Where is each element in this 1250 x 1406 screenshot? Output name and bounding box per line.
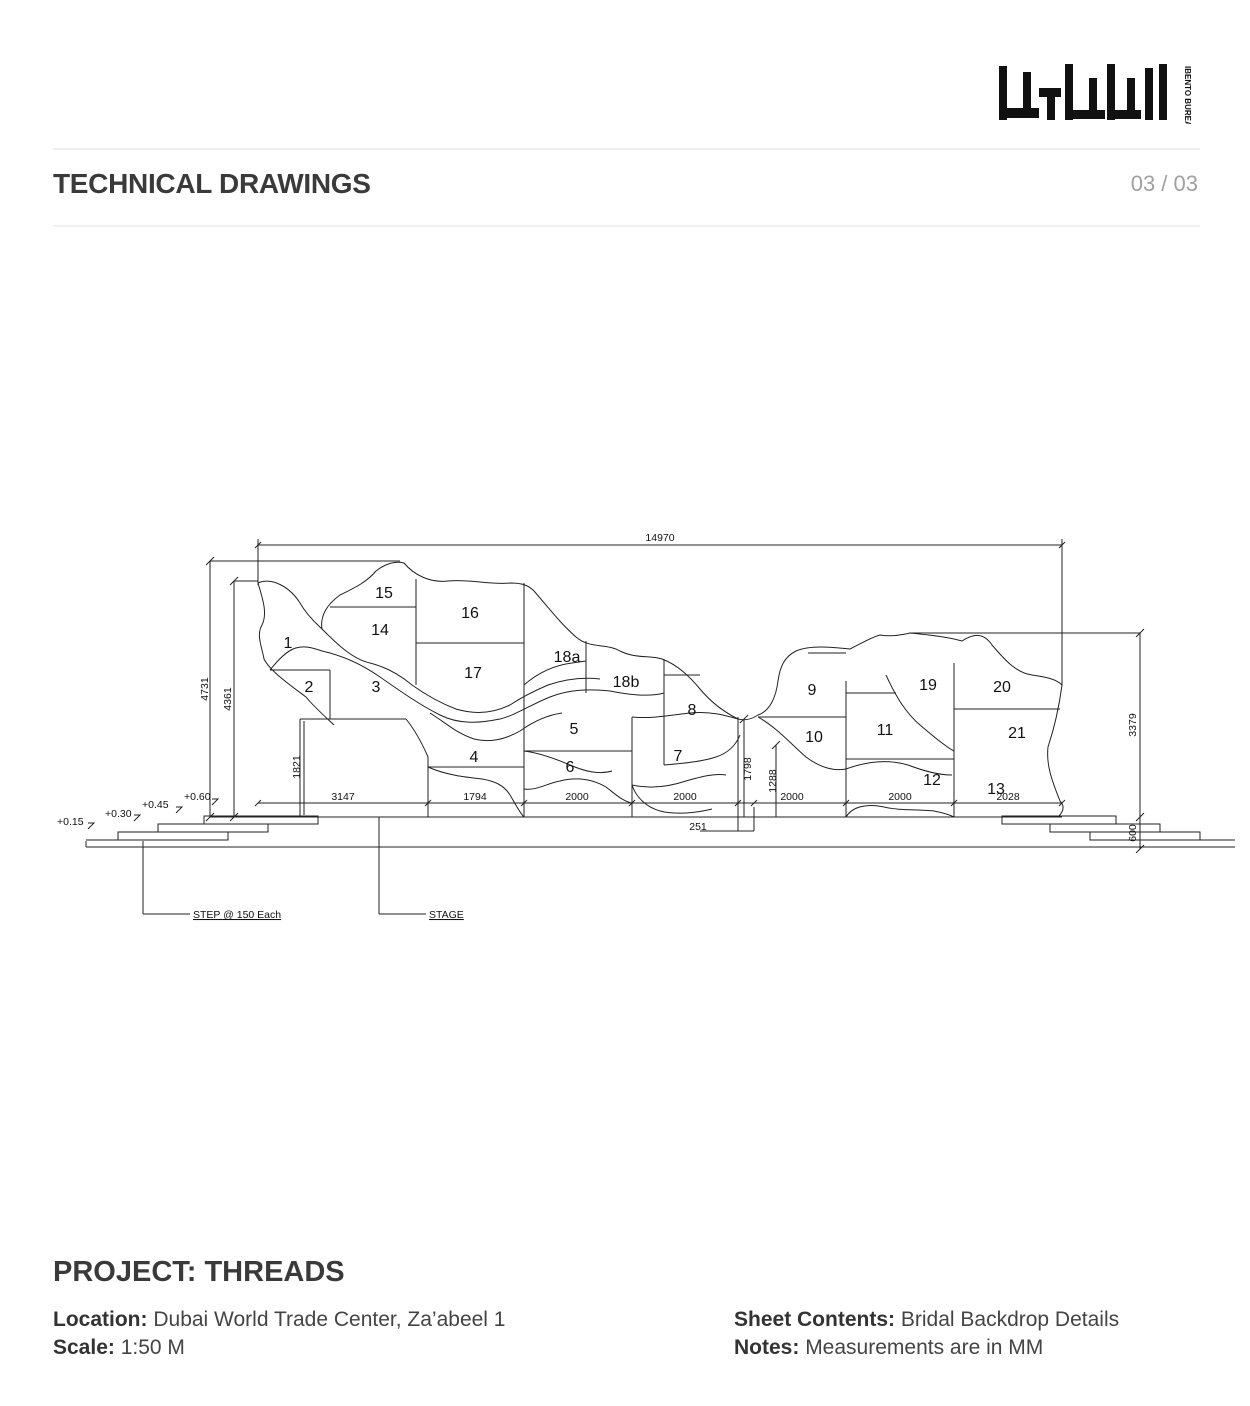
- panel-label: 5: [569, 721, 579, 738]
- dim-height-4361: 4361: [222, 687, 234, 711]
- panel-label: 11: [876, 722, 894, 739]
- elevation-drawing: [0, 525, 1250, 925]
- brand-logo: [995, 58, 1200, 124]
- scale-label: Scale:: [53, 1336, 115, 1359]
- level-030: +0.30: [105, 808, 132, 820]
- panel-label: 18a: [553, 649, 581, 666]
- location-row: [53, 1306, 505, 1334]
- panel-label: 20: [993, 679, 1011, 696]
- level-045: +0.45: [142, 799, 169, 811]
- logo-latin: IBENTO BUREAU: [1183, 66, 1192, 124]
- header-divider-top: [53, 148, 1200, 150]
- sheet-row: [734, 1306, 1119, 1334]
- panel-label: 4: [469, 749, 479, 766]
- dim-height-600: 600: [1127, 824, 1139, 842]
- location-value: Dubai World Trade Center, Za’abeel 1: [153, 1308, 506, 1331]
- panel-label: 10: [805, 729, 823, 746]
- level-015: +0.15: [57, 816, 84, 828]
- dim-height-1798: 1798: [742, 757, 754, 781]
- location-label: Location:: [53, 1308, 148, 1331]
- level-060: +0.60: [184, 791, 211, 803]
- panel-label: 18b: [612, 674, 640, 691]
- scale-value: 1:50 M: [120, 1336, 185, 1359]
- panel-label: 9: [807, 682, 817, 699]
- panel-label: 13: [987, 781, 1005, 798]
- panel-label: 15: [375, 585, 393, 602]
- notes-value: Measurements are in MM: [805, 1336, 1044, 1359]
- panel-label: 16: [461, 605, 479, 622]
- notes-label: Notes:: [734, 1336, 800, 1359]
- panel-label: 6: [565, 759, 575, 776]
- dim-bottom-2000: 2000: [673, 791, 697, 803]
- project-meta-right: [734, 1306, 1119, 1362]
- dim-bottom-2000: 2000: [888, 791, 912, 803]
- panel-label: 19: [919, 677, 937, 694]
- dim-bottom-2000: 2000: [780, 791, 804, 803]
- page-title: TECHNICAL DRAWINGS: [53, 168, 371, 199]
- panel-label: 21: [1008, 725, 1026, 742]
- dim-offset-251: 251: [689, 821, 707, 833]
- project-meta-left: [53, 1306, 505, 1362]
- panel-label: 7: [673, 748, 683, 765]
- dim-height-4731: 4731: [199, 677, 211, 701]
- panel-label: 17: [464, 665, 482, 682]
- dim-height-3379: 3379: [1127, 713, 1139, 737]
- header-divider-bottom: [53, 225, 1200, 227]
- dim-bottom-3147: 3147: [331, 791, 355, 803]
- panel-label: 8: [687, 702, 697, 719]
- dim-bottom-2000: 2000: [565, 791, 589, 803]
- scale-row: [53, 1334, 505, 1362]
- dim-bottom-2028: 2028: [996, 791, 1020, 803]
- project-title: PROJECT: THREADS: [53, 1256, 345, 1288]
- notes-row: [734, 1334, 1119, 1362]
- panel-label: 1: [283, 635, 293, 652]
- sheet-label: Sheet Contents:: [734, 1308, 896, 1331]
- dim-height-1821: 1821: [291, 755, 303, 779]
- dim-bottom-1794: 1794: [463, 791, 487, 803]
- dim-overall-width: 14970: [645, 532, 675, 544]
- panel-label: 14: [371, 622, 389, 639]
- dim-height-1288: 1288: [767, 769, 779, 793]
- panel-label: 2: [304, 679, 314, 696]
- callout-steps: STEP @ 150 Each: [193, 909, 282, 921]
- sheet-value: Bridal Backdrop Details: [900, 1308, 1120, 1331]
- panel-label: 12: [923, 772, 941, 789]
- callout-stage: STAGE: [429, 909, 464, 921]
- panel-label: 3: [371, 679, 381, 696]
- page-number: 03 / 03: [1130, 171, 1198, 196]
